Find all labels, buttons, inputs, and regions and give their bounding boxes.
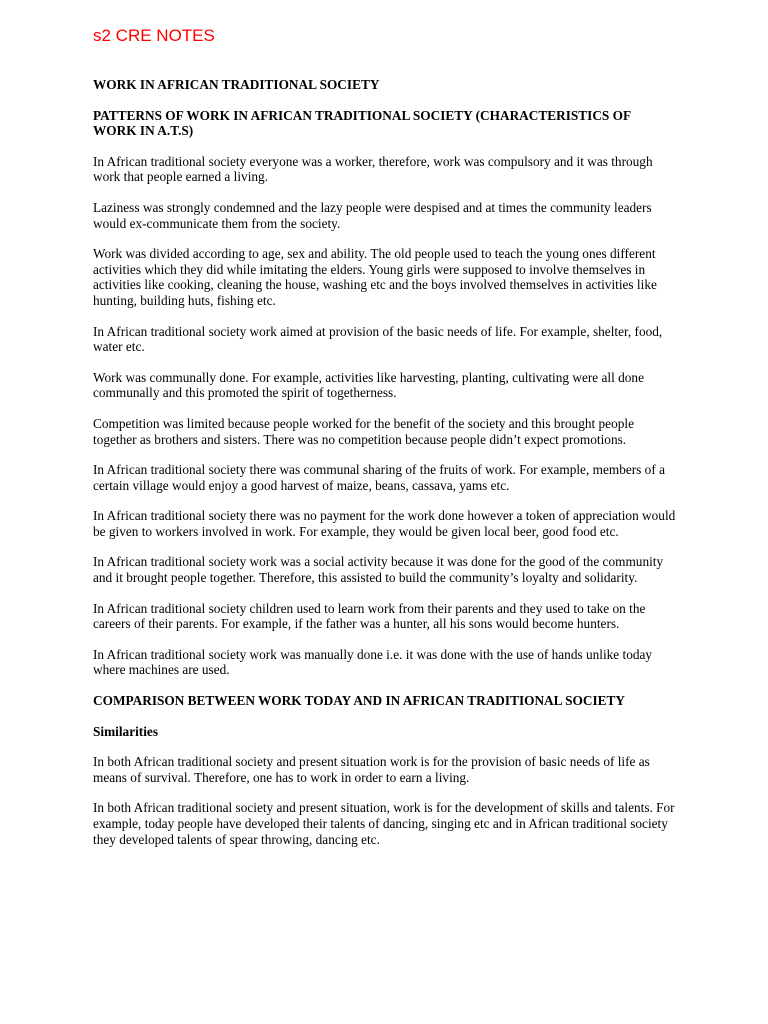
paragraph: In African traditional society work was manually done i.e. it was done with the use of hands unlike today where machines are used. [93,646,653,678]
document-header: s2 CRE NOTES [93,26,215,45]
paragraph: In African traditional society children used to learn work from their parents and they used to take on the careers of their parents. For example, if the father was a hunter, all his sons would become hunters. [93,600,646,632]
patterns-heading: PATTERNS OF WORK IN AFRICAN TRADITIONAL SOCIETY (CHARACTERISTICS OF WORK IN A.T.S) [93,107,631,139]
paragraph: In both African traditional society and present situation work is for the provision of basic needs of life as means of survival. Therefore, one has to work in order to earn a living. [93,754,650,785]
similarities-heading: Similarities [93,723,158,739]
paragraph: Competition was limited because people worked for the benefit of the society and this brought people together as brothers and sisters. There was no competition because people didn’t expect promotions. [93,415,634,447]
paragraph: In African traditional society work was a social activity because it was done for the good of the community and it brought people together. Therefore, this assisted to build the community’s loyalty and solidarity. [93,554,664,586]
paragraph: Work was communally done. For example, activities like harvesting, planting, cultivating were all done communally and this promoted the spirit of togetherness. [93,369,644,401]
paragraph: In African traditional society work aimed at provision of the basic needs of life. For example, shelter, food, water etc. [93,323,663,355]
paragraph: In African traditional society there was no payment for the work done however a token of appreciation would be given to workers involved in work. For example, they would be given local beer, good food etc. [93,508,676,539]
paragraph: In African traditional society everyone was a worker, therefore, work was compulsory and it was through work that people earned a living. [93,153,653,185]
paragraph: Work was divided according to age, sex and ability. The old people used to teach the young ones different activities which they did while imitating the elders. Young girls were supposed to involve themselves in activities like cooking, cleaning the house, washing etc and the boys involved themselves in activities like hunting, building huts, fishing etc. [93,246,657,308]
paragraph: In African traditional society there was communal sharing of the fruits of work. For example, members of a certain village would enjoy a good harvest of maize, beans, cassava, yams etc. [93,462,665,493]
paragraph: Laziness was strongly condemned and the lazy people were despised and at times the community leaders would ex-communicate them from the society. [93,199,652,231]
document-title: WORK IN AFRICAN TRADITIONAL SOCIETY [93,77,380,92]
paragraph: In both African traditional society and present situation, work is for the development of skills and talents. For example, today people have developed their talents of dancing, singing etc and in African traditional society they developed talents of spear throwing, dancing etc. [93,800,675,847]
comparison-heading: COMPARISON BETWEEN WORK TODAY AND IN AFRICAN TRADITIONAL SOCIETY [93,693,625,709]
